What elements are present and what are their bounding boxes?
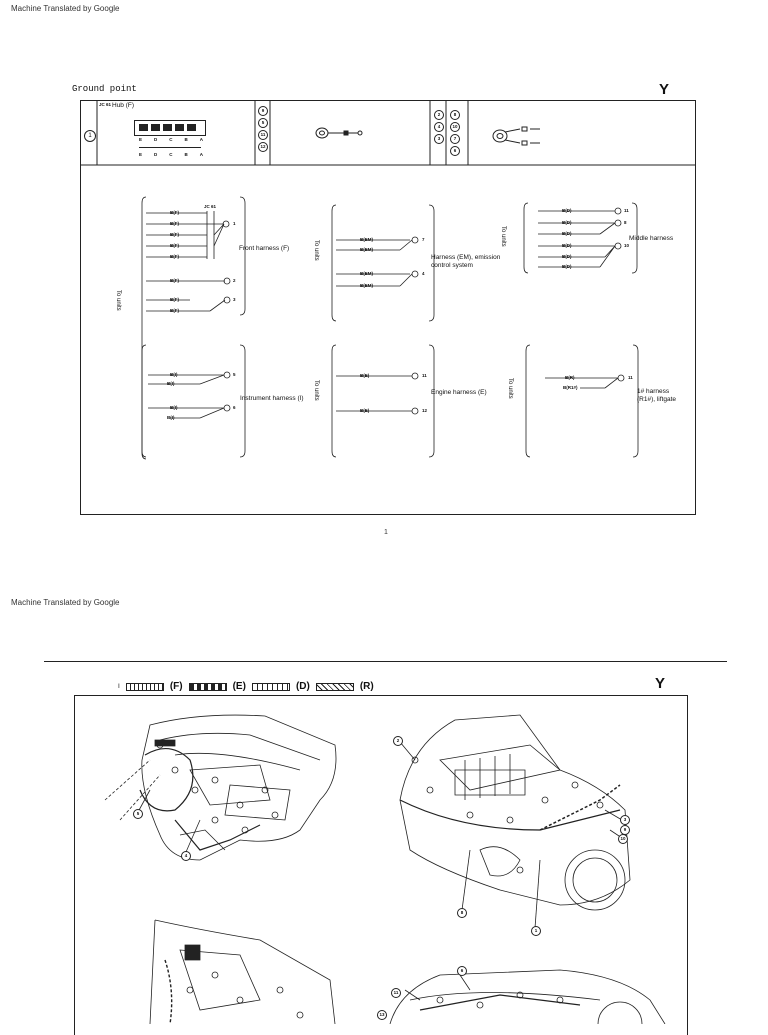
to-units-label: To units xyxy=(115,290,121,311)
callout-badge: 11 xyxy=(391,988,401,998)
callout-badge: 5 xyxy=(133,809,143,819)
instrument-harness-label: Instrument harness (I) xyxy=(240,395,304,402)
to-units-label: To units xyxy=(313,380,319,401)
page-title: Ground point xyxy=(72,84,137,94)
wire-label: B(F) xyxy=(170,232,179,237)
callout-badge: 10 xyxy=(618,834,628,844)
mid-number-list: 9 5 11 12 xyxy=(258,106,268,152)
wire-label: B(F) xyxy=(170,210,179,215)
middle-harness-label: Middle harness xyxy=(629,235,674,242)
wire-label: B(D) xyxy=(562,231,572,236)
wire-label: B(E) xyxy=(360,408,370,413)
section-y-mark: Y xyxy=(655,675,666,692)
wire-label: B(F) xyxy=(170,254,179,259)
wire-label: B(F) xyxy=(170,221,179,226)
wire-label: B(F) xyxy=(170,243,179,248)
connector-letters-bottom: E D C B A xyxy=(139,152,203,157)
r1-harness-label: 1# harness (R1#), liftgate xyxy=(637,388,677,403)
wire-label: B(E) xyxy=(360,373,370,378)
legend-code-f: (F) xyxy=(169,681,183,692)
ground-id: 5 xyxy=(233,372,236,377)
wire-label: B(R1#) xyxy=(563,385,578,390)
wire-label: B(F) xyxy=(170,297,179,302)
row-number-badge: 1 xyxy=(84,130,96,142)
ground-id: 1 xyxy=(233,221,236,226)
ground-id: 11 xyxy=(624,208,629,213)
dashboard-illustration xyxy=(105,715,336,860)
callout-badge: 9 xyxy=(620,825,630,835)
right-number-list-b: 8 10 7 6 xyxy=(450,110,460,156)
callout-badge: 2 xyxy=(393,736,403,746)
rear-body-illustration xyxy=(390,970,665,1024)
to-units-label: To units xyxy=(500,226,506,247)
hub-label: Hub (F) xyxy=(112,102,135,109)
legend-code-e: (E) xyxy=(232,681,246,692)
translation-note: Machine Translated by Google xyxy=(11,4,120,13)
wire-label: B(D) xyxy=(562,254,572,259)
wire-label: B(R) xyxy=(565,375,575,380)
wire-label: B(D) xyxy=(562,220,572,225)
engine-harness-label: Engine harness (E) xyxy=(431,389,487,396)
wire-label: B(I) xyxy=(170,372,178,377)
section-y-mark: Y xyxy=(659,81,670,98)
wire-label: B(D) xyxy=(562,264,572,269)
callout-badge: 13 xyxy=(377,1010,387,1020)
page-number: 1 xyxy=(384,529,388,536)
front-harness-label: Front harness (F) xyxy=(239,245,290,252)
callout-badge: 8 xyxy=(457,908,467,918)
callout-badge: 3 xyxy=(620,815,630,825)
wire-label: B(EM) xyxy=(360,247,373,252)
right-number-list-a: 2 4 3 xyxy=(434,110,444,144)
legend-code-r: (R) xyxy=(359,681,374,692)
hub-code: JC 61 xyxy=(99,102,112,107)
ground-id: 7 xyxy=(422,237,425,242)
wire-label: B(EM) xyxy=(360,271,373,276)
wire-label: B(I) xyxy=(170,405,178,410)
legend-code-d: (D) xyxy=(295,681,310,692)
wire-label: B(D) xyxy=(562,243,572,248)
callout-badge: 4 xyxy=(181,851,191,861)
engine-bay-illustration xyxy=(400,715,630,928)
cabin-illustration xyxy=(150,920,335,1024)
ground-id: 12 xyxy=(422,408,428,413)
callout-badge: 1 xyxy=(531,926,541,936)
jc-label: JC 61 xyxy=(204,204,217,209)
ground-id: 10 xyxy=(624,243,630,248)
wire-label: B(EM) xyxy=(360,283,373,288)
harness-em-label: Harness (EM), emission control system xyxy=(431,254,501,269)
connector-letters-top: E D C B A xyxy=(139,137,203,142)
ground-id: 11 xyxy=(628,375,633,380)
ground-id: 8 xyxy=(624,220,627,225)
ground-id: 6 xyxy=(233,405,236,410)
callout-badge: 6 xyxy=(457,966,467,976)
wire-label: B(F) xyxy=(170,278,179,283)
to-units-label: To units xyxy=(507,378,513,399)
ground-id: 4 xyxy=(422,271,425,276)
legend-prefix: I xyxy=(118,682,120,690)
wire-label: B(F) xyxy=(170,308,179,313)
wire-label: B(I) xyxy=(167,381,175,386)
ground-id: 2 xyxy=(233,278,236,283)
wire-label: B(D) xyxy=(562,208,572,213)
ground-id: 11 xyxy=(422,373,427,378)
ground-id: 3 xyxy=(233,297,236,302)
wire-label: B(I) xyxy=(167,415,175,420)
to-units-label: To units xyxy=(313,240,319,261)
wire-label: B(EM) xyxy=(360,237,373,242)
translation-note: Machine Translated by Google xyxy=(11,598,120,607)
